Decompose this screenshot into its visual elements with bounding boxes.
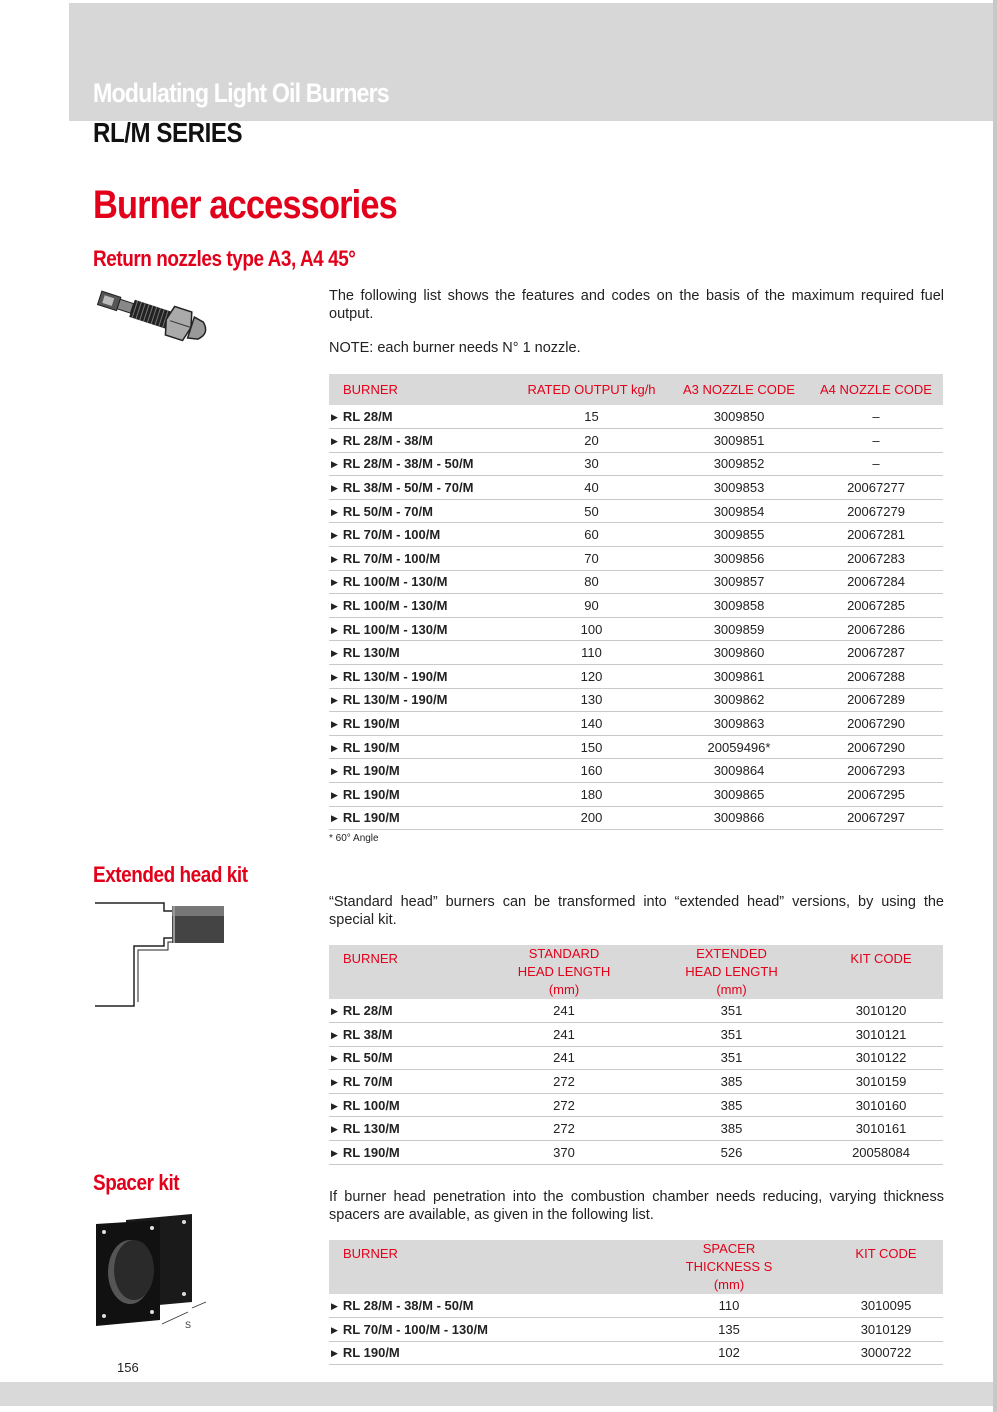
- extended-head-heading: Extended head kit: [93, 862, 248, 887]
- table-row: [329, 712, 943, 736]
- table-row: [329, 617, 943, 641]
- value-cell: 40: [514, 476, 669, 500]
- value-cell: 20067288: [809, 665, 943, 689]
- value-cell: 120: [514, 665, 669, 689]
- burner-cell: ▶ RL 28/M: [329, 999, 484, 1023]
- value-cell: 351: [644, 999, 819, 1023]
- value-cell: 3009862: [669, 688, 809, 712]
- dimension-label: S: [185, 1320, 192, 1330]
- table-row: [329, 499, 943, 523]
- value-cell: 272: [484, 1117, 644, 1141]
- burner-cell: ▶ RL 38/M - 50/M - 70/M: [329, 476, 514, 500]
- table-row: [329, 429, 943, 453]
- value-cell: 3010121: [819, 1023, 943, 1047]
- burner-cell: ▶ RL 130/M - 190/M: [329, 665, 514, 689]
- burner-cell: ▶ RL 100/M - 130/M: [329, 617, 514, 641]
- value-cell: 130: [514, 688, 669, 712]
- burner-cell: ▶ RL 100/M - 130/M: [329, 594, 514, 618]
- extended-head-image: [94, 898, 229, 1013]
- value-cell: 30: [514, 452, 669, 476]
- value-cell: 3010095: [829, 1294, 943, 1318]
- value-cell: 3009852: [669, 452, 809, 476]
- value-cell: 526: [644, 1141, 819, 1165]
- column-header: BURNER: [329, 1240, 629, 1294]
- table-row: [329, 547, 943, 571]
- value-cell: 140: [514, 712, 669, 736]
- value-cell: 3010129: [829, 1318, 943, 1342]
- value-cell: 135: [629, 1318, 829, 1342]
- value-cell: 70: [514, 547, 669, 571]
- extended-head-intro: “Standard head” burners can be transformed into “extended head” versions, by using the special kit.: [329, 894, 944, 928]
- value-cell: 200: [514, 806, 669, 830]
- value-cell: 60: [514, 523, 669, 547]
- value-cell: 351: [644, 1046, 819, 1070]
- value-cell: 20058084: [819, 1141, 943, 1165]
- value-cell: 241: [484, 999, 644, 1023]
- column-header: SPACER THICKNESS S (mm): [629, 1240, 829, 1294]
- table-row: [329, 570, 943, 594]
- value-cell: 20067295: [809, 783, 943, 807]
- table-row: [329, 735, 943, 759]
- value-cell: 20067286: [809, 617, 943, 641]
- table-row: [329, 1318, 943, 1342]
- burner-cell: ▶ RL 100/M - 130/M: [329, 570, 514, 594]
- value-cell: 3009858: [669, 594, 809, 618]
- value-cell: 3009854: [669, 499, 809, 523]
- value-cell: 180: [514, 783, 669, 807]
- value-cell: 20: [514, 429, 669, 453]
- burner-cell: ▶ RL 70/M: [329, 1070, 484, 1094]
- value-cell: 3009865: [669, 783, 809, 807]
- value-cell: 3009861: [669, 665, 809, 689]
- value-cell: –: [809, 452, 943, 476]
- nozzle-image: [92, 288, 222, 358]
- table-row: [329, 806, 943, 830]
- table-row: [329, 783, 943, 807]
- value-cell: 3010160: [819, 1093, 943, 1117]
- burner-cell: ▶ RL 100/M: [329, 1093, 484, 1117]
- table-row: [329, 1294, 943, 1318]
- spacer-heading: Spacer kit: [93, 1170, 180, 1195]
- burner-cell: ▶ RL 190/M: [329, 735, 514, 759]
- value-cell: 3009866: [669, 806, 809, 830]
- value-cell: 110: [514, 641, 669, 665]
- burner-cell: ▶ RL 190/M: [329, 1141, 484, 1165]
- value-cell: 3010122: [819, 1046, 943, 1070]
- burner-cell: ▶ RL 190/M: [329, 806, 514, 830]
- column-header: A3 NOZZLE CODE: [669, 374, 809, 405]
- table-row: [329, 452, 943, 476]
- burner-cell: ▶ RL 28/M: [329, 405, 514, 429]
- value-cell: 385: [644, 1070, 819, 1094]
- value-cell: 90: [514, 594, 669, 618]
- table-row: [329, 1141, 943, 1165]
- value-cell: 3010120: [819, 999, 943, 1023]
- value-cell: 160: [514, 759, 669, 783]
- value-cell: 385: [644, 1093, 819, 1117]
- value-cell: 3009850: [669, 405, 809, 429]
- table-row: [329, 759, 943, 783]
- page-number: 156: [117, 1360, 139, 1375]
- burner-cell: ▶ RL 70/M - 100/M - 130/M: [329, 1318, 629, 1342]
- value-cell: 3009851: [669, 429, 809, 453]
- value-cell: 100: [514, 617, 669, 641]
- value-cell: 3010161: [819, 1117, 943, 1141]
- table-row: [329, 641, 943, 665]
- value-cell: 3009853: [669, 476, 809, 500]
- value-cell: 272: [484, 1070, 644, 1094]
- value-cell: 20067297: [809, 806, 943, 830]
- value-cell: 20059496*: [669, 735, 809, 759]
- value-cell: 3009857: [669, 570, 809, 594]
- value-cell: 80: [514, 570, 669, 594]
- burner-cell: ▶ RL 50/M - 70/M: [329, 499, 514, 523]
- value-cell: 20067281: [809, 523, 943, 547]
- table-row: [329, 594, 943, 618]
- column-header: STANDARD HEAD LENGTH (mm): [484, 945, 644, 999]
- value-cell: 20067277: [809, 476, 943, 500]
- table-row: [329, 1070, 943, 1094]
- value-cell: 20067293: [809, 759, 943, 783]
- nozzle-table: [329, 374, 943, 830]
- value-cell: 15: [514, 405, 669, 429]
- burner-cell: ▶ RL 130/M - 190/M: [329, 688, 514, 712]
- burner-cell: ▶ RL 190/M: [329, 759, 514, 783]
- burner-cell: ▶ RL 130/M: [329, 641, 514, 665]
- column-header: RATED OUTPUT kg/h: [514, 374, 669, 405]
- value-cell: 3010159: [819, 1070, 943, 1094]
- value-cell: 272: [484, 1093, 644, 1117]
- value-cell: 20067290: [809, 712, 943, 736]
- value-cell: 20067279: [809, 499, 943, 523]
- column-header: BURNER: [329, 374, 514, 405]
- value-cell: –: [809, 405, 943, 429]
- nozzles-footnote: * 60° Angle: [329, 833, 379, 844]
- table-row: [329, 665, 943, 689]
- table-row: [329, 523, 943, 547]
- value-cell: 241: [484, 1046, 644, 1070]
- burner-cell: ▶ RL 190/M: [329, 783, 514, 807]
- value-cell: 20067289: [809, 688, 943, 712]
- nozzles-note: NOTE: each burner needs N° 1 nozzle.: [329, 340, 581, 356]
- value-cell: 20067283: [809, 547, 943, 571]
- value-cell: 3009864: [669, 759, 809, 783]
- value-cell: 150: [514, 735, 669, 759]
- value-cell: 20067287: [809, 641, 943, 665]
- value-cell: 102: [629, 1341, 829, 1365]
- value-cell: –: [809, 429, 943, 453]
- value-cell: 110: [629, 1294, 829, 1318]
- burner-cell: ▶ RL 70/M - 100/M: [329, 523, 514, 547]
- nozzles-heading: Return nozzles type A3, A4 45°: [93, 246, 356, 271]
- value-cell: 370: [484, 1141, 644, 1165]
- spacer-table: [329, 1240, 943, 1365]
- column-header: BURNER: [329, 945, 484, 999]
- table-row: [329, 1117, 943, 1141]
- section-title: Burner accessories: [93, 183, 397, 227]
- value-cell: 3000722: [829, 1341, 943, 1365]
- table-row: [329, 688, 943, 712]
- value-cell: 3009860: [669, 641, 809, 665]
- burner-cell: ▶ RL 28/M - 38/M - 50/M: [329, 1294, 629, 1318]
- column-header: EXTENDED HEAD LENGTH (mm): [644, 945, 819, 999]
- burner-cell: ▶ RL 28/M - 38/M - 50/M: [329, 452, 514, 476]
- burner-cell: ▶ RL 50/M: [329, 1046, 484, 1070]
- table-row: [329, 405, 943, 429]
- table-row: [329, 1046, 943, 1070]
- header-series: RL/M SERIES: [93, 117, 243, 148]
- value-cell: 20067285: [809, 594, 943, 618]
- column-header: KIT CODE: [819, 945, 943, 999]
- extended-head-table: [329, 945, 943, 1165]
- burner-cell: ▶ RL 190/M: [329, 1341, 629, 1365]
- value-cell: 3009863: [669, 712, 809, 736]
- spacer-image: [92, 1212, 217, 1337]
- value-cell: 3009859: [669, 617, 809, 641]
- page-edge: [993, 0, 997, 1412]
- table-row: [329, 476, 943, 500]
- column-header: KIT CODE: [829, 1240, 943, 1294]
- value-cell: 351: [644, 1023, 819, 1047]
- table-row: [329, 999, 943, 1023]
- burner-cell: ▶ RL 38/M: [329, 1023, 484, 1047]
- burner-cell: ▶ RL 28/M - 38/M: [329, 429, 514, 453]
- value-cell: 20067284: [809, 570, 943, 594]
- table-row: [329, 1023, 943, 1047]
- value-cell: 385: [644, 1117, 819, 1141]
- burner-cell: ▶ RL 190/M: [329, 712, 514, 736]
- column-header: A4 NOZZLE CODE: [809, 374, 943, 405]
- spacer-intro: If burner head penetration into the combustion chamber needs reducing, varying thickness spacers are available, as given in the following list.: [329, 1189, 944, 1223]
- burner-cell: ▶ RL 70/M - 100/M: [329, 547, 514, 571]
- burner-cell: ▶ RL 130/M: [329, 1117, 484, 1141]
- value-cell: 3009856: [669, 547, 809, 571]
- value-cell: 50: [514, 499, 669, 523]
- header-title: Modulating Light Oil Burners: [93, 78, 389, 108]
- value-cell: 241: [484, 1023, 644, 1047]
- table-row: [329, 1093, 943, 1117]
- value-cell: 20067290: [809, 735, 943, 759]
- bottom-band: [0, 1382, 993, 1406]
- table-row: [329, 1341, 943, 1365]
- nozzles-intro: The following list shows the features and codes on the basis of the maximum required fuel output.: [329, 288, 944, 322]
- value-cell: 3009855: [669, 523, 809, 547]
